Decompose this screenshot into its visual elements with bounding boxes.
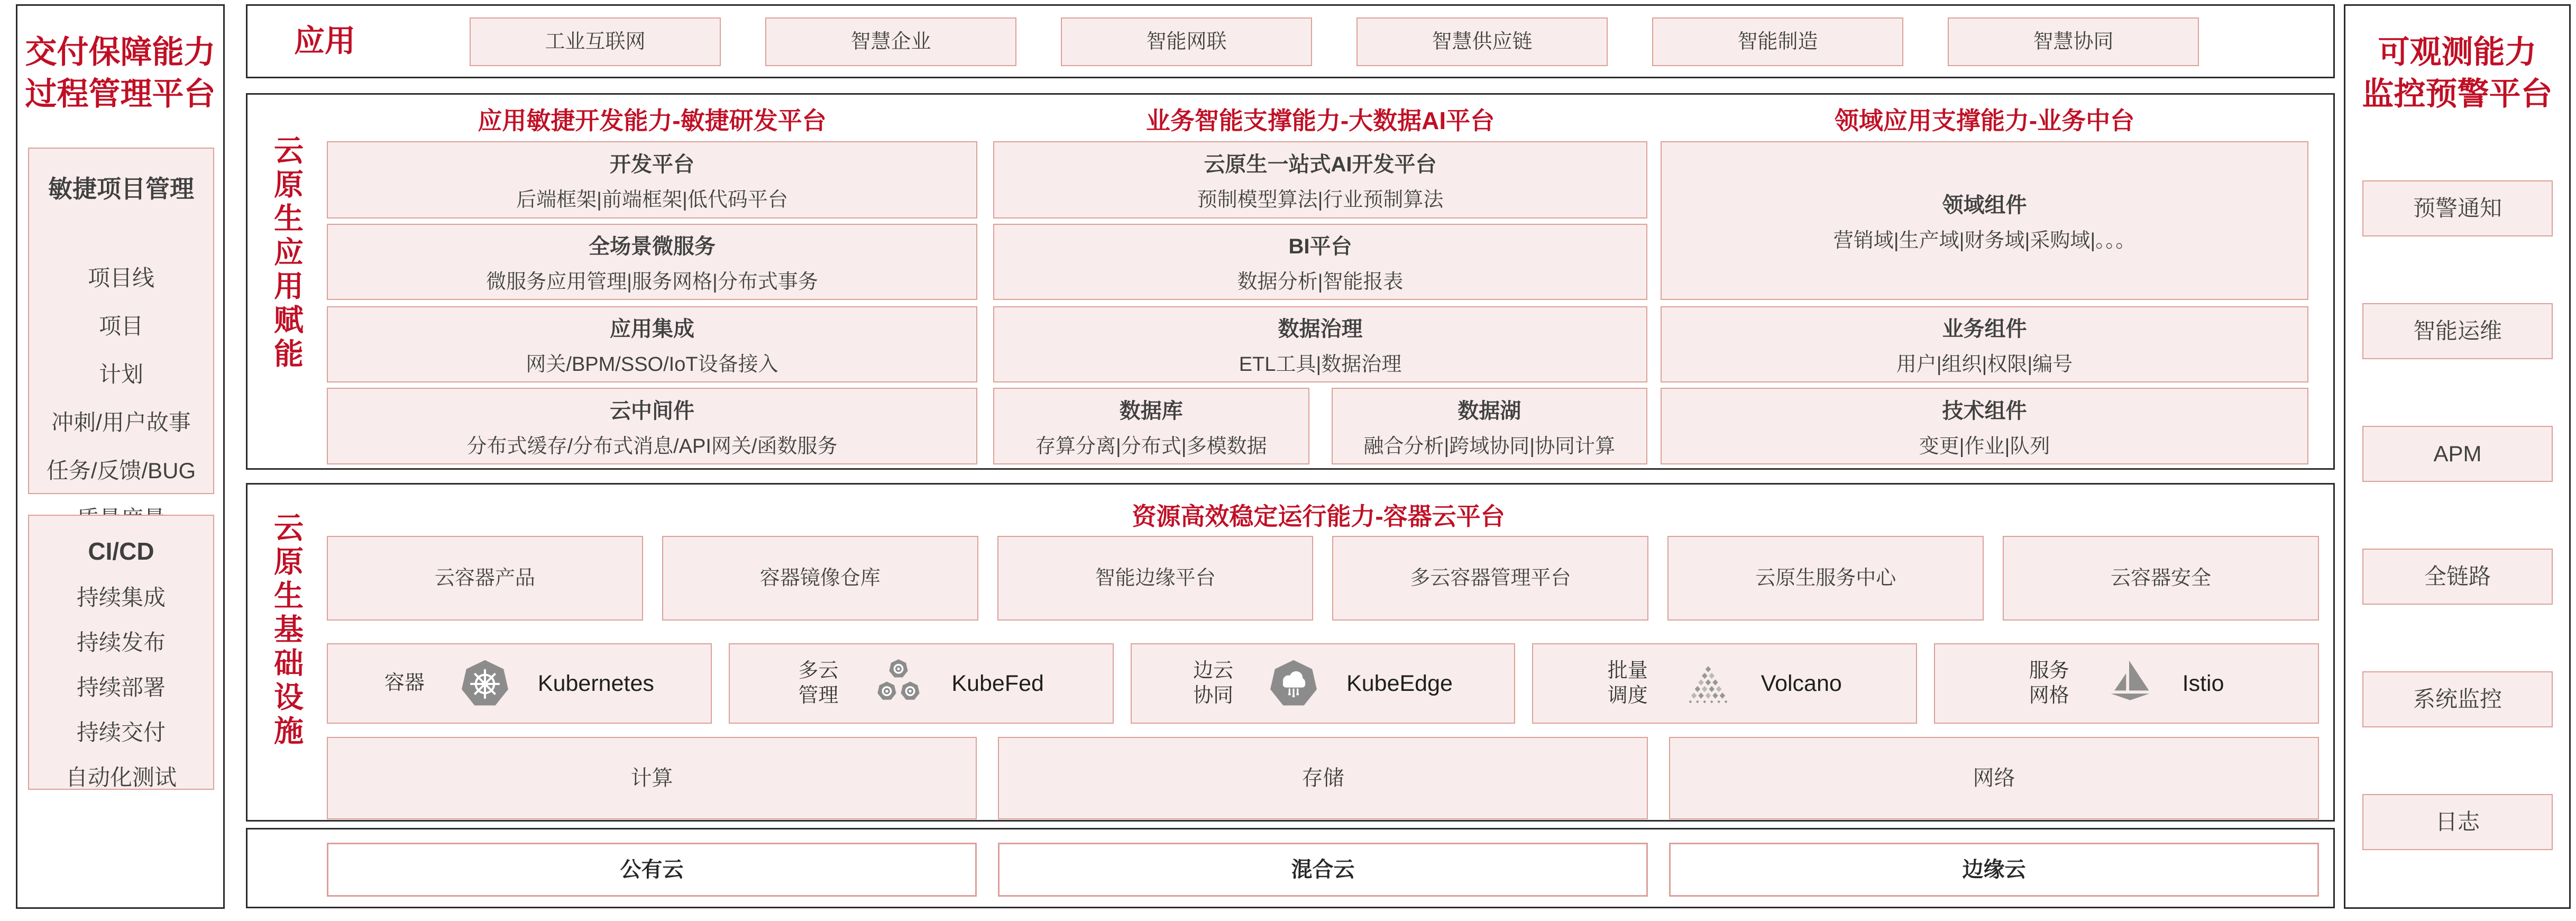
istio-label: 服务网格 — [2029, 659, 2069, 707]
list-item: 项目 — [98, 314, 143, 339]
group-items — [29, 261, 213, 533]
column-header: 领域应用支撑能力-业务中台 — [1834, 107, 2135, 134]
kubeedge-box — [1131, 643, 1516, 724]
app-smart-enterprise: 智慧企业 — [765, 17, 1016, 66]
column-header: 业务智能支撑能力-大数据AI平台 — [1145, 107, 1495, 134]
list-item: 任务/反馈/BUG — [46, 458, 196, 483]
app-smart-collaboration: 智慧协同 — [1948, 17, 2199, 66]
volcano-name: Volcano — [1761, 670, 1842, 696]
box-title: 业务组件 — [1942, 317, 2027, 341]
list-item: 持续部署 — [76, 675, 166, 700]
box-title: 应用集成 — [610, 317, 694, 341]
volcano-icon — [1683, 657, 1734, 710]
application-row-label: 应用 — [294, 24, 356, 58]
box-title: 云中间件 — [610, 399, 694, 423]
bi-platform-box — [993, 224, 1647, 300]
kubefed-icon — [873, 657, 924, 710]
box-title: 开发平台 — [610, 153, 694, 176]
observability-panel — [2344, 4, 2571, 909]
bigdata-ai-column — [993, 105, 1647, 464]
multicloud-mgmt-box: 多云容器管理平台 — [1332, 536, 1648, 621]
business-components-box — [1661, 306, 2308, 382]
database-box — [993, 388, 1309, 464]
kubernetes-label: 容器 — [384, 672, 425, 695]
box-subtitle: 变更|作业|队列 — [1919, 435, 2050, 458]
microservices-box — [327, 224, 977, 300]
network-box: 网络 — [1669, 737, 2319, 819]
agile-dev-column — [327, 105, 977, 464]
list-item: 持续发布 — [76, 630, 166, 655]
list-item: 自动化测试 — [65, 765, 177, 790]
application-buttons — [470, 17, 2199, 66]
application-row — [246, 4, 2335, 78]
right-panel-title-line1: 可观测能力 — [2378, 34, 2537, 70]
right-panel-title-line2: 监控预警平台 — [2362, 76, 2553, 112]
logs-box: 日志 — [2362, 794, 2553, 850]
list-item: 冲刺/用户故事 — [51, 410, 191, 435]
column-header: 应用敏捷开发能力-敏捷研发平台 — [478, 107, 827, 134]
box-title: 数据湖 — [1457, 399, 1521, 423]
datalake-box — [1332, 388, 1648, 464]
intelligent-ops-box: 智能运维 — [2362, 303, 2553, 359]
alert-notification-box: 预警通知 — [2362, 180, 2553, 236]
app-industrial-internet: 工业互联网 — [470, 17, 721, 66]
kubefed-label: 多云管理 — [798, 659, 839, 707]
container-products-row — [327, 536, 2319, 621]
app-enablement-container — [246, 93, 2335, 470]
full-link-trace-box: 全链路 — [2362, 549, 2553, 605]
data-governance-box — [993, 306, 1647, 382]
open-source-row — [327, 643, 2319, 724]
list-item: 项目线 — [87, 266, 154, 290]
app-smart-supply-chain: 智慧供应链 — [1356, 17, 1608, 66]
ai-dev-platform-box — [993, 141, 1647, 218]
kubernetes-name: Kubernetes — [537, 670, 654, 696]
box-subtitle: 预制模型算法|行业预制算法 — [1197, 189, 1444, 211]
box-title: 技术组件 — [1942, 399, 2027, 423]
box-subtitle: 数据分析|智能报表 — [1237, 271, 1404, 293]
list-item: 持续集成 — [76, 585, 166, 610]
infrastructure-vertical-label: 云原生基础设施 — [270, 512, 304, 749]
box-subtitle: 网关/BPM/SSO/IoT设备接入 — [526, 353, 778, 376]
box-subtitle: 营销域|生产域|财务域|采购域|。。。 — [1833, 230, 2136, 252]
left-panel-title — [17, 31, 223, 115]
box-title: 领域组件 — [1942, 194, 2027, 217]
kubefed-box — [729, 643, 1114, 724]
cloud-middleware-box — [327, 388, 977, 464]
kubernetes-icon — [460, 657, 510, 710]
kubeedge-icon — [1268, 657, 1319, 710]
box-subtitle: 融合分析|跨域协同|协同计算 — [1363, 435, 1616, 458]
domain-components-box — [1661, 141, 2308, 300]
kubeedge-label: 边云协同 — [1193, 659, 1234, 707]
delivery-assurance-panel — [16, 4, 225, 909]
box-subtitle: 微服务应用管理|服务网格|分布式事务 — [486, 271, 818, 293]
compute-storage-network-row — [327, 737, 2319, 819]
box-subtitle: 存算分离|分布式|多模数据 — [1035, 435, 1267, 458]
hybrid-cloud-box: 混合云 — [998, 843, 1648, 897]
box-subtitle: ETL工具|数据治理 — [1239, 353, 1402, 376]
kubefed-name: KubeFed — [951, 670, 1044, 696]
container-cloud-header: 资源高效稳定运行能力-容器云平台 — [1132, 503, 1505, 530]
group-header: CI/CD — [88, 537, 154, 565]
list-item: 计划 — [98, 362, 143, 387]
box-title: 云原生一站式AI开发平台 — [1204, 153, 1437, 176]
service-center-box: 云原生服务中心 — [1667, 536, 1984, 621]
public-cloud-box: 公有云 — [327, 843, 977, 897]
box-title: 数据治理 — [1278, 317, 1363, 341]
container-security-box: 云容器安全 — [2003, 536, 2319, 621]
app-smart-manufacturing: 智能制造 — [1652, 17, 1903, 66]
database-datalake-row — [993, 388, 1647, 464]
kubeedge-name: KubeEdge — [1346, 670, 1453, 696]
app-enablement-vertical-label: 云原生应用赋能 — [270, 135, 304, 372]
box-title: 数据库 — [1119, 399, 1183, 423]
istio-box — [1934, 643, 2319, 724]
image-registry-box: 容器镜像仓库 — [662, 536, 978, 621]
agile-project-management-group — [28, 148, 214, 494]
edge-cloud-box: 边缘云 — [1669, 843, 2319, 897]
group-items — [29, 580, 213, 792]
app-intelligent-connected: 智能网联 — [1061, 17, 1312, 66]
left-panel-title-line1: 交付保障能力 — [25, 34, 216, 70]
cicd-group — [28, 515, 214, 790]
list-item: 持续交付 — [76, 720, 166, 745]
cloud-boxes — [327, 843, 2319, 897]
dev-platform-box — [327, 141, 977, 218]
cloud-deployment-row — [246, 828, 2335, 908]
volcano-label: 批量调度 — [1607, 659, 1648, 707]
group-header: 敏捷项目管理 — [48, 175, 194, 203]
box-subtitle: 后端框架|前端框架|低代码平台 — [516, 189, 788, 211]
box-title: BI平台 — [1288, 235, 1352, 258]
intelligent-edge-box: 智能边缘平台 — [997, 536, 1314, 621]
compute-box: 计算 — [327, 737, 977, 819]
kubernetes-box — [327, 643, 712, 724]
right-panel-title — [2345, 31, 2569, 115]
cloud-container-product-box: 云容器产品 — [327, 536, 643, 621]
technical-components-box — [1661, 388, 2308, 464]
app-integration-box — [327, 306, 977, 382]
system-monitoring-box: 系统监控 — [2362, 671, 2553, 727]
left-panel-title-line2: 过程管理平台 — [25, 76, 216, 112]
box-subtitle: 分布式缓存/分布式消息/API网关/函数服务 — [466, 435, 838, 458]
infrastructure-container — [246, 483, 2335, 822]
volcano-box — [1532, 643, 1917, 724]
business-middle-platform-column — [1661, 105, 2308, 464]
apm-box: APM — [2362, 426, 2553, 482]
box-title: 全场景微服务 — [589, 235, 716, 258]
istio-icon — [2104, 657, 2155, 710]
box-subtitle: 用户|组织|权限|编号 — [1896, 353, 2073, 376]
storage-box: 存储 — [998, 737, 1648, 819]
istio-name: Istio — [2182, 670, 2224, 696]
